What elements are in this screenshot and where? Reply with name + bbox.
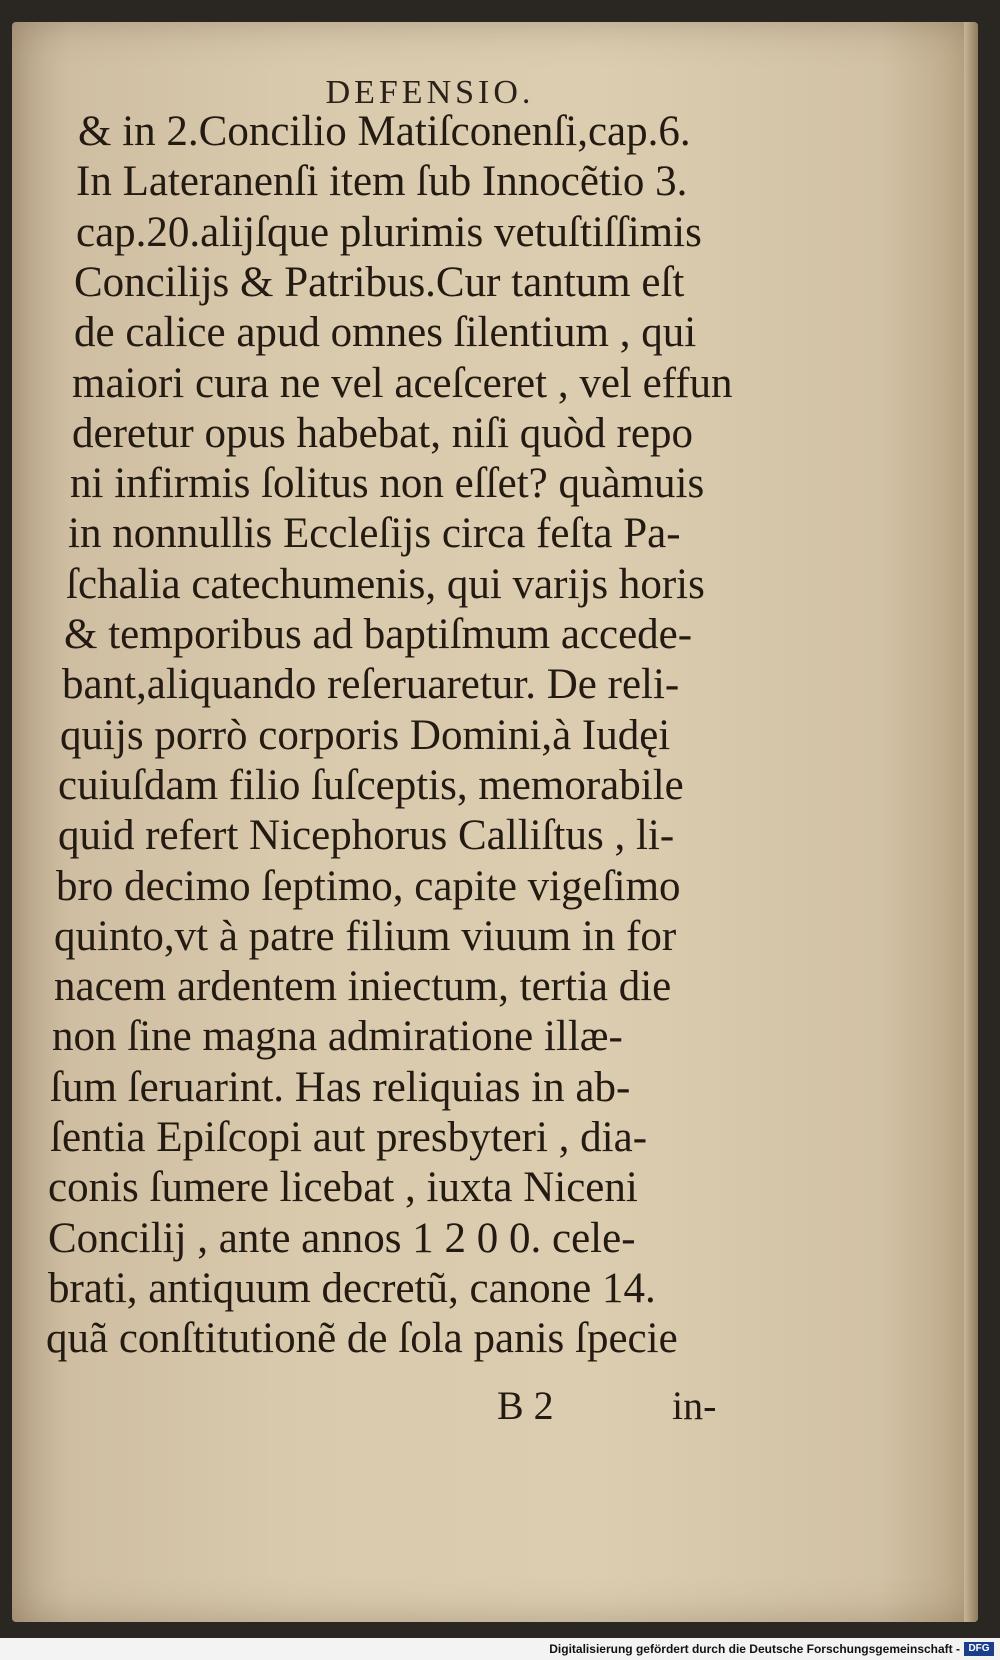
text-line: & in 2.Concilio Matiſconenſi,cap.6. — [78, 108, 691, 155]
text-line: & temporibus ad baptiſmum accede- — [64, 611, 693, 658]
text-line: cuiuſdam filio ſuſceptis, memorabile — [58, 761, 684, 809]
text-line: quijs porrò corporis Domini,à Iudęi — [60, 711, 671, 759]
text-line: nacem ardentem iniectum, tertia die — [54, 963, 672, 1011]
text-line: ſchalia catechumenis, qui varijs horis — [66, 560, 705, 608]
funding-note: Digitalisierung gefördert durch die Deutsche Forschungsgemeinschaft - — [549, 1642, 960, 1656]
text-line: ſum ſeruarint. Has reliquias in ab- — [50, 1063, 631, 1111]
signature-mark: B 2 — [497, 1383, 554, 1428]
running-title: DEFENSIO. — [325, 74, 535, 111]
dfg-logo-icon[interactable]: DFG — [964, 1642, 994, 1656]
digitization-footer — [0, 1638, 1000, 1660]
text-line: maiori cura ne vel aceſceret , vel effun — [72, 359, 733, 407]
text-line: quã conſtitutionẽ de ſola panis ſpecie — [46, 1315, 678, 1363]
text-line: Concilij , ante annos 1 2 0 0. cele- — [48, 1214, 636, 1262]
catchword: in- — [672, 1383, 717, 1428]
text-line: bant,aliquando reſeruaretur. De reli- — [62, 661, 680, 709]
text-line: non ſine magna admiratione illæ- — [52, 1013, 623, 1061]
text-line: brati, antiquum decretũ, canone 14. — [48, 1264, 656, 1312]
text-line: de calice apud omnes ſilentium , qui — [74, 309, 697, 357]
text-line: ſentia Epiſcopi aut presbyteri , dia- — [50, 1114, 648, 1161]
page-edge — [964, 22, 978, 1622]
text-line: Concilijs & Patribus.Cur tantum eſt — [74, 258, 685, 306]
text-line: quid refert Nicephorus Calliſtus , li- — [58, 812, 675, 860]
text-line: cap.20.alijſque plurimis vetuſtiſſimis — [76, 208, 702, 256]
text-line: ni infirmis ſolitus non eſſet? quàmuis — [70, 460, 705, 508]
text-line: in nonnullis Eccleſijs circa feſta Pa- — [68, 510, 681, 558]
text-line: bro decimo ſeptimo, capite vigeſimo — [56, 862, 681, 910]
text-line: In Lateranenſi item ſub Innocẽtio 3. — [76, 158, 688, 206]
text-line: conis ſumere licebat , iuxta Niceni — [48, 1164, 638, 1212]
text-line: quinto,vt à patre filium viuum in for — [54, 912, 677, 960]
text-line: deretur opus habebat, niſi quòd repo — [72, 409, 693, 457]
